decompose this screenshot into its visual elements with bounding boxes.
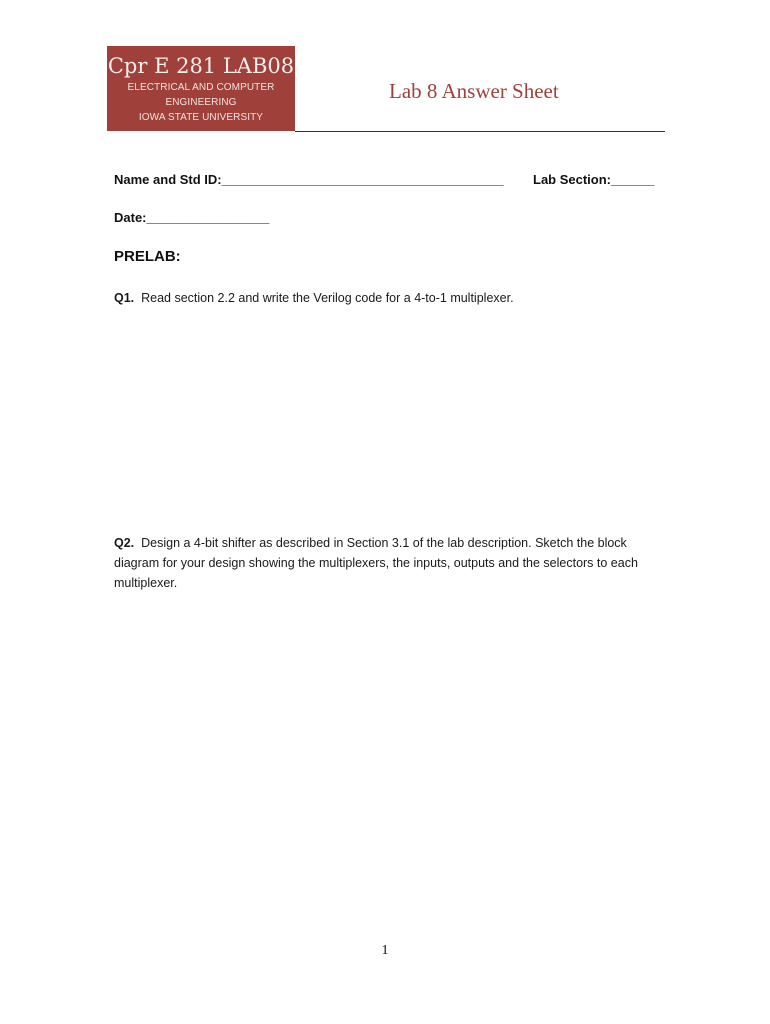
- name-id-field: Name and Std ID:_______________________________________: [114, 172, 504, 187]
- question-1-number: Q1.: [114, 291, 135, 305]
- course-logo: [107, 46, 295, 131]
- question-1-text: Read section 2.2 and write the Verilog code for a 4-to-1 multiplexer.: [141, 291, 514, 305]
- page-number: 1: [381, 943, 389, 958]
- header-divider: [295, 131, 665, 132]
- lab-section-field: Lab Section:______: [533, 172, 655, 187]
- question-2: [114, 533, 659, 593]
- page-title: Lab 8 Answer Sheet: [389, 79, 559, 103]
- course-logo-title: Cpr E 281 LAB08: [107, 54, 295, 78]
- university-name: IOWA STATE UNIVERSITY: [138, 112, 264, 123]
- question-2-number: Q2.: [114, 536, 135, 550]
- question-1: [114, 288, 659, 308]
- question-2-text: Design a 4-bit shifter as described in Section 3.1 of the lab description. Sketch the block diagram for your design showing the multiplexers, the inputs, outputs and the selectors to each multiplexer.: [114, 536, 638, 590]
- department-line-1: ELECTRICAL AND COMPUTER: [127, 82, 275, 93]
- date-field: Date:_________________: [114, 210, 270, 225]
- department-line-2: ENGINEERING: [165, 97, 237, 108]
- prelab-heading: PRELAB:: [114, 248, 181, 265]
